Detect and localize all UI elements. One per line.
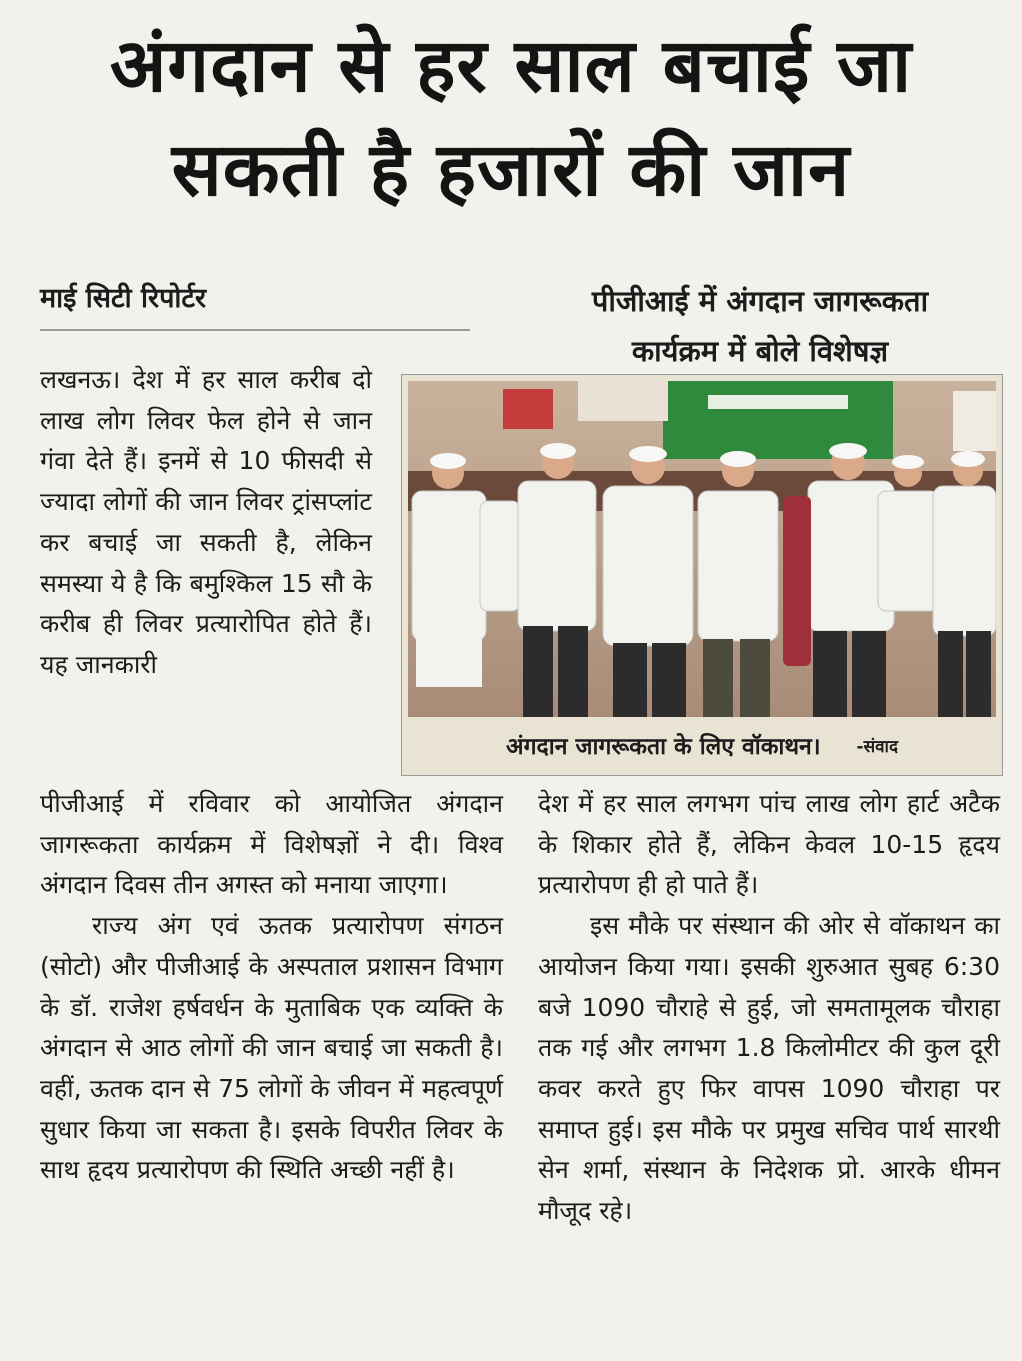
subheadline-line-1: पीजीआई में अंगदान जागरूकता [591,284,929,318]
right-paragraph-1: देश में हर साल लगभग पांच लाख लोग हार्ट अटैक के शिकार होते हैं, लेकिन केवल 10-15 हृदय प्रत्यारोपण ही हो पाते हैं। [538,789,1000,900]
photo-credit: -संवाद [856,736,898,757]
byline: माई सिटी रिपोर्टर [40,278,470,331]
news-photo [401,374,1003,776]
walkathon-crowd-image [408,381,996,717]
headline [20,14,1002,222]
left-paragraph-2: राज्य अंग एवं ऊतक प्रत्यारोपण संगठन (सोटो) और पीजीआई के अस्पताल प्रशासन विभाग के डॉ. राजेश हर्षवर्धन के मुताबिक एक व्यक्ति के अंगदान से आठ लोगों की जान बचाई जा सकती है। वहीं, ऊतक दान से 75 लोगों के जीवन में महत्वपूर्ण सुधार किया जा सकता है। इसके विपरीत लिवर के साथ हृदय प्रत्यारोपण की स्थिति अच्छी नहीं है। [40,911,503,1185]
subheadline [520,276,1000,376]
walkathon-photo [408,381,996,717]
photo-caption-text: अंगदान जागरूकता के लिए वॉकाथन। [506,734,821,760]
headline-line-2: सकती है हजारों की जान [171,127,851,213]
left-column [40,784,503,1191]
lead-paragraph-column [40,360,372,686]
left-paragraph-1: पीजीआई में रविवार को आयोजित अंगदान जागरूकता कार्यक्रम में विशेषज्ञों ने दी। विश्व अंगदान दिवस तीन अगस्त को मनाया जाएगा। [40,789,503,900]
headline-line-1: अंगदान से हर साल बचाई जा [109,23,913,109]
lead-paragraph: लखनऊ। देश में हर साल करीब दो लाख लोग लिवर फेल होने से जान गंवा देते हैं। इनमें से 10 फीसदी से ज्यादा लोगों की जान लिवर ट्रांसप्लांट कर बचाई जा सकती है, लेकिन समस्या ये है कि बमुश्किल 15 सौ के करीब ही लिवर प्रत्यारोपित होते हैं। यह जानकारी [40,365,372,679]
subheadline-line-2: कार्यक्रम में बोले विशेषज्ञ [631,334,889,368]
photo-caption [408,721,996,769]
right-paragraph-2: इस मौके पर संस्थान की ओर से वॉकाथन का आयोजन किया गया। इसकी शुरुआत सुबह 6:30 बजे 1090 चौराहे से हुई, जो समतामूलक चौराहा तक गई और लगभग 1.8 किलोमीटर की कुल दूरी कवर करते हुए फिर वापस 1090 चौराहा पर समाप्त हुई। इस मौके पर प्रमुख सचिव पार्थ सारथी सेन शर्मा, संस्थान के निदेशक प्रो. आरके धीमन मौजूद रहे। [538,911,1000,1226]
right-column [538,784,1000,1232]
